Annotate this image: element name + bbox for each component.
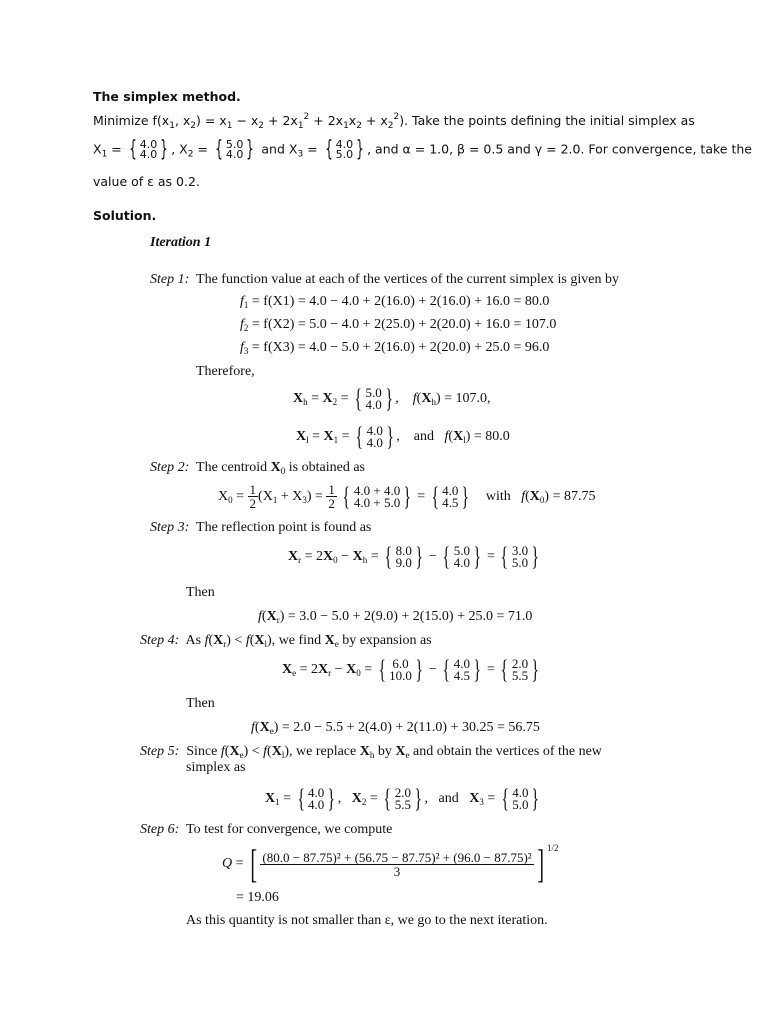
f2-equation: $f_2 = f(X2) = 5.0 - 4.0 + 2(25.0) + 2(20.0) + 16.0 = 107.0$ — [240, 317, 557, 333]
conclusion-text: As this quantity is not smaller than ε, we go to the next iteration. — [186, 913, 548, 928]
new-simplex-equation: $X_1$ = { 4.0 4.0 } , $X_2$ = { 2.0 5.5 } , and $X_3$ = { 4.0 5.0 } — [265, 783, 540, 813]
step6-line: Step 6: To test for convergence, we compute — [140, 822, 393, 837]
xr-equation: $X_r = 2X_0 - X_h$ = { 8.0 9.0 } − { 5.0 4.0 } = { 3.0 5.0 } — [288, 541, 540, 571]
problem-line-3: value of ε as 0.2. — [93, 174, 200, 189]
problem-line-2: $X_1$ = { 4.0 4.0 } , $X_2$ = { 5.0 4.0 } and $X_3$ = { 4.0 5.0 } , and α = 1.0, β = 0.5 and γ = 2.0. For convergence, take the — [93, 137, 752, 162]
xe-equation: $X_e = 2X_r - X_0$ = { 6.0 10.0 } − { 4.0 4.5 } = { 2.0 5.5 } — [282, 654, 540, 684]
then-text-2: Then — [186, 696, 215, 711]
xh-equation: $X_h = X_2$ = { 5.0 4.0 } , $f(X_h) = 107.0$, — [293, 383, 491, 413]
fxe-equation: $f(X_e) = 2.0 - 5.5 + 2(4.0) + 2(11.0) + 30.25 = 56.75$ — [251, 720, 540, 736]
therefore-text: Therefore, — [196, 364, 255, 379]
q-result: = 19.06 — [236, 890, 279, 905]
iteration-title: Iteration 1 — [150, 235, 212, 250]
fxr-equation: $f(X_r) = 3.0 - 5.0 + 2(9.0) + 2(15.0) + 25.0 = 71.0$ — [258, 609, 533, 625]
step2-line: Step 2: The centroid $X_0$ is obtained as — [150, 460, 365, 476]
then-text-1: Then — [186, 585, 215, 600]
step3-line: Step 3: The reflection point is found as — [150, 520, 372, 535]
step1-line: Step 1: The function value at each of the vertices of the current simplex is given by — [150, 272, 619, 287]
problem-heading: The simplex method. — [93, 89, 241, 104]
f3-equation: $f_3 = f(X3) = 4.0 - 5.0 + 2(16.0) + 2(20.0) + 25.0 = 96.0$ — [240, 340, 550, 356]
xl-equation: $X_l = X_1$ = { 4.0 4.0 } , and $f(X_l) = 80.0$ — [296, 421, 510, 451]
step5-line: Step 5: Since $f(X_e) < f(X_l)$, we replace $X_h$ by $X_e$ and obtain the vertices of the new — [140, 744, 602, 760]
q-equation: Q = [ $\frac{\text{(80.0 − 87.75)² + (56.75 − 87.75)² + (96.0 − 87.75)²}}{3}$ ] $^{1/2}$ — [222, 841, 559, 886]
solution-heading: Solution. — [93, 208, 157, 223]
f1-equation: $f_1 = f(X1) = 4.0 - 4.0 + 2(16.0) + 2(16.0) + 16.0 = 80.0$ — [240, 294, 550, 310]
step4-line: Step 4: As $f(X_r) < f(X_l)$, we find $X_e$ by expansion as — [140, 633, 432, 649]
x0-equation: $X_0$ = $\frac{1}{2}$ $(X_1 + X_3)$ = $\frac{1}{2}$ { 4.0 + 4.0 4.0 + 5.0 } = { 4.0 4.5 } with $f(X_0) = 87.75$ — [218, 481, 596, 512]
problem-line-1: Minimize $f(x_1$, $x_2) = x_1 - x_2 + 2x_1^2 + 2x_1x_2 + x_2^2$). Take the points defining the initial simplex as — [93, 112, 695, 131]
step5-line-2: simplex as — [186, 760, 246, 775]
